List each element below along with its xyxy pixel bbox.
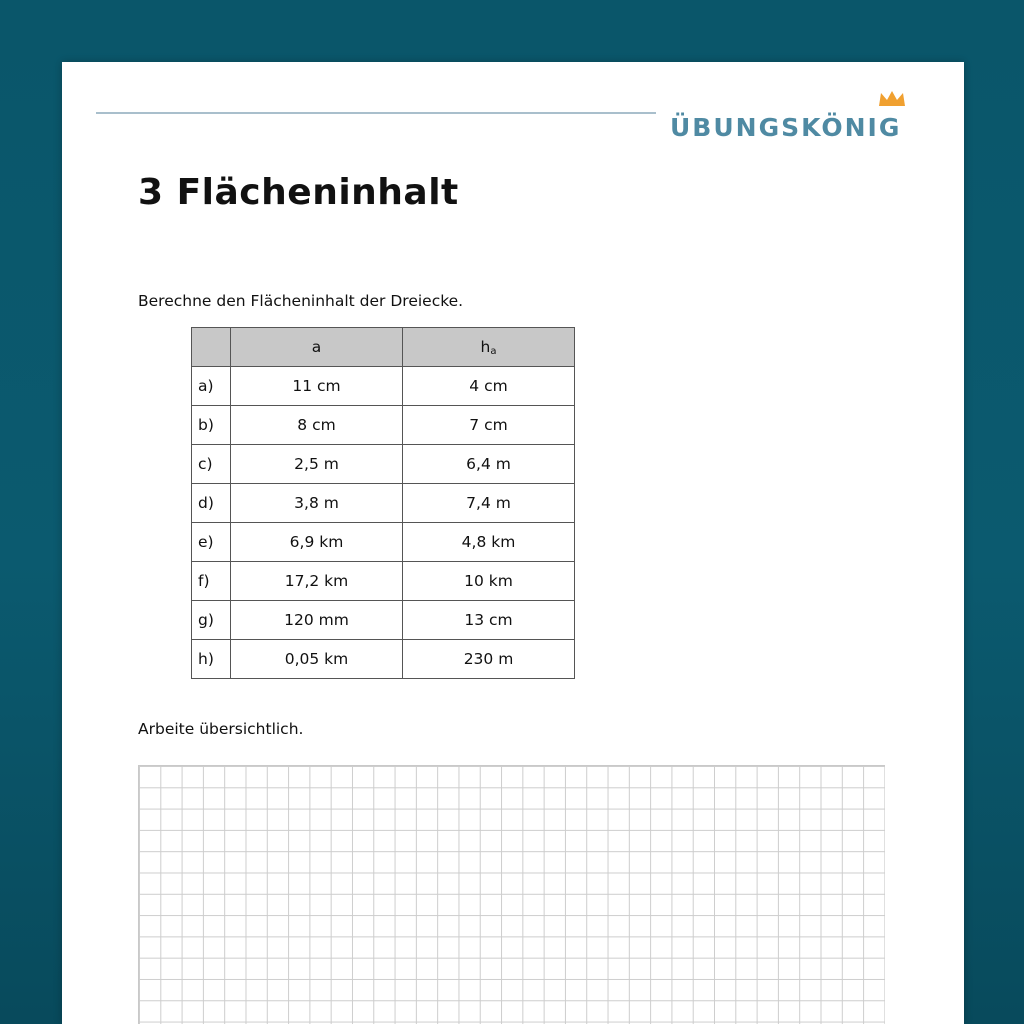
row-label: g) <box>192 601 231 640</box>
cell-ha: 7,4 m <box>403 484 575 523</box>
page-title: 3 Flächeninhalt <box>138 172 459 213</box>
row-label: h) <box>192 640 231 679</box>
cell-ha: 4,8 km <box>403 523 575 562</box>
table-row <box>192 640 575 679</box>
row-label: c) <box>192 445 231 484</box>
table-row <box>192 523 575 562</box>
cell-a: 3,8 m <box>231 484 403 523</box>
table-header-row <box>192 328 575 367</box>
worksheet-page <box>62 62 964 1024</box>
cell-ha: 10 km <box>403 562 575 601</box>
header-divider <box>96 112 656 114</box>
header-a: a <box>231 328 403 367</box>
cell-a: 6,9 km <box>231 523 403 562</box>
table-row <box>192 484 575 523</box>
cell-a: 17,2 km <box>231 562 403 601</box>
table-row <box>192 406 575 445</box>
brand-name: ÜBUNGSKÖNIG <box>670 113 902 142</box>
cell-ha: 230 m <box>403 640 575 679</box>
cell-a: 0,05 km <box>231 640 403 679</box>
cell-a: 2,5 m <box>231 445 403 484</box>
row-label: a) <box>192 367 231 406</box>
cell-a: 120 mm <box>231 601 403 640</box>
header-h-subscript: a <box>490 345 497 357</box>
cell-a: 11 cm <box>231 367 403 406</box>
table-row <box>192 562 575 601</box>
row-label: b) <box>192 406 231 445</box>
triangle-table <box>191 327 575 679</box>
cell-ha: 4 cm <box>403 367 575 406</box>
row-label: f) <box>192 562 231 601</box>
header-label-cell <box>192 328 231 367</box>
header-h: h <box>480 337 491 356</box>
cell-ha: 6,4 m <box>403 445 575 484</box>
grid-work-area[interactable] <box>138 765 885 1024</box>
crown-icon <box>877 90 907 108</box>
cell-ha: 7 cm <box>403 406 575 445</box>
row-label: d) <box>192 484 231 523</box>
instruction-text-2: Arbeite übersichtlich. <box>138 720 304 738</box>
table-row <box>192 367 575 406</box>
instruction-text: Berechne den Flächeninhalt der Dreiecke. <box>138 292 464 310</box>
table-row <box>192 445 575 484</box>
table-row <box>192 601 575 640</box>
brand-logo <box>670 100 901 140</box>
row-label: e) <box>192 523 231 562</box>
cell-a: 8 cm <box>231 406 403 445</box>
cell-ha: 13 cm <box>403 601 575 640</box>
header-ha <box>403 328 575 367</box>
